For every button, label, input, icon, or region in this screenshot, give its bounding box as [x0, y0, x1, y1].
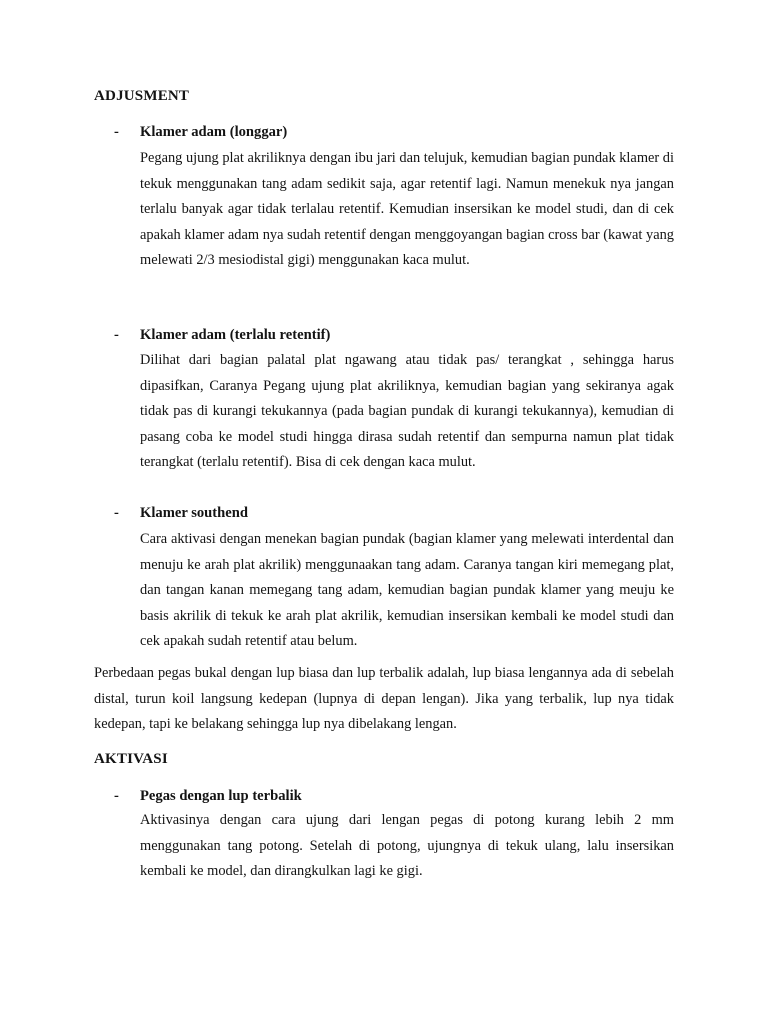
item-body-text: Cara aktivasi dengan menekan bagian pundak (bagian klamer yang melewati interdental dan menuju ke arah plat akrilik) menggunaakan tang adam. Caranya tangan kiri memegang plat, dan tangan kanan memegang tang adam, kemudian bagian pundak klamer yang meuju ke basis akrilik di tekuk ke arah plat akrilik, kemudian insersikan kembali ke model studi dan cek apakah sudah retentif atau belum. — [140, 531, 674, 650]
heading-adjusment: ADJUSMENT — [94, 88, 190, 104]
item-body-text: Aktivasinya dengan cara ujung dari lengan pegas di potong kurang lebih 2 mm menggunakan tang potong. Setelah di potong, ujungnya di tekuk ulang, lalu insersikan kembali ke model, dan dirangkulkan lagi ke gigi. — [140, 812, 674, 880]
item-title: Klamer adam (terlalu retentif) — [140, 327, 331, 343]
heading-aktivasi: AKTIVASI — [94, 751, 168, 767]
bullet-dash: - — [114, 788, 119, 804]
bullet-dash: - — [114, 327, 119, 343]
item-title: Pegas dengan lup terbalik — [140, 788, 302, 804]
item-title: Klamer adam (longgar) — [140, 124, 288, 140]
item-body-text: Pegang ujung plat akriliknya dengan ibu jari dan telujuk, kemudian bagian pundak klamer di tekuk menggunakan tang adam sedikit saja, agar retentif lagi. Namun menekuk nya jangan terlalu banyak agar tidak terlalau retentif. Kemudian insersikan ke model studi, dan di cek apakah klamer adam nya sudah retentif dengan menggoyangan bagian cross bar (kawat yang melewati 2/3 mesiodistal gigi) menggunakan kaca mulut. — [140, 150, 674, 269]
comparison-paragraph: Perbedaan pegas bukal dengan lup biasa dan lup terbalik adalah, lup biasa lengannya ada di sebelah distal, turun koil langsung kedepan (lupnya di depan lengan). Jika yang terbalik, lup nya tidak kedepan, tapi ke belakang sehingga lup nya dibelakang lengan. — [94, 665, 674, 733]
item-title: Klamer southend — [140, 505, 248, 521]
bullet-dash: - — [114, 124, 119, 140]
item-body-text: Dilihat dari bagian palatal plat ngawang atau tidak pas/ terangkat , sehingga harus dipasifkan, Caranya Pegang ujung plat akriliknya, kemudian bagian yang sekiranya agak tidak pas di kurangi tekukannya (pada bagian pundak di kurangi tekukannya), kemudian di pasang coba ke model studi hingga dirasa sudah retentif dan sempurna namun plat tidak terangkat (terlalu retentif). Bisa di cek dengan kaca mulut. — [140, 352, 674, 471]
bullet-dash: - — [114, 505, 119, 521]
